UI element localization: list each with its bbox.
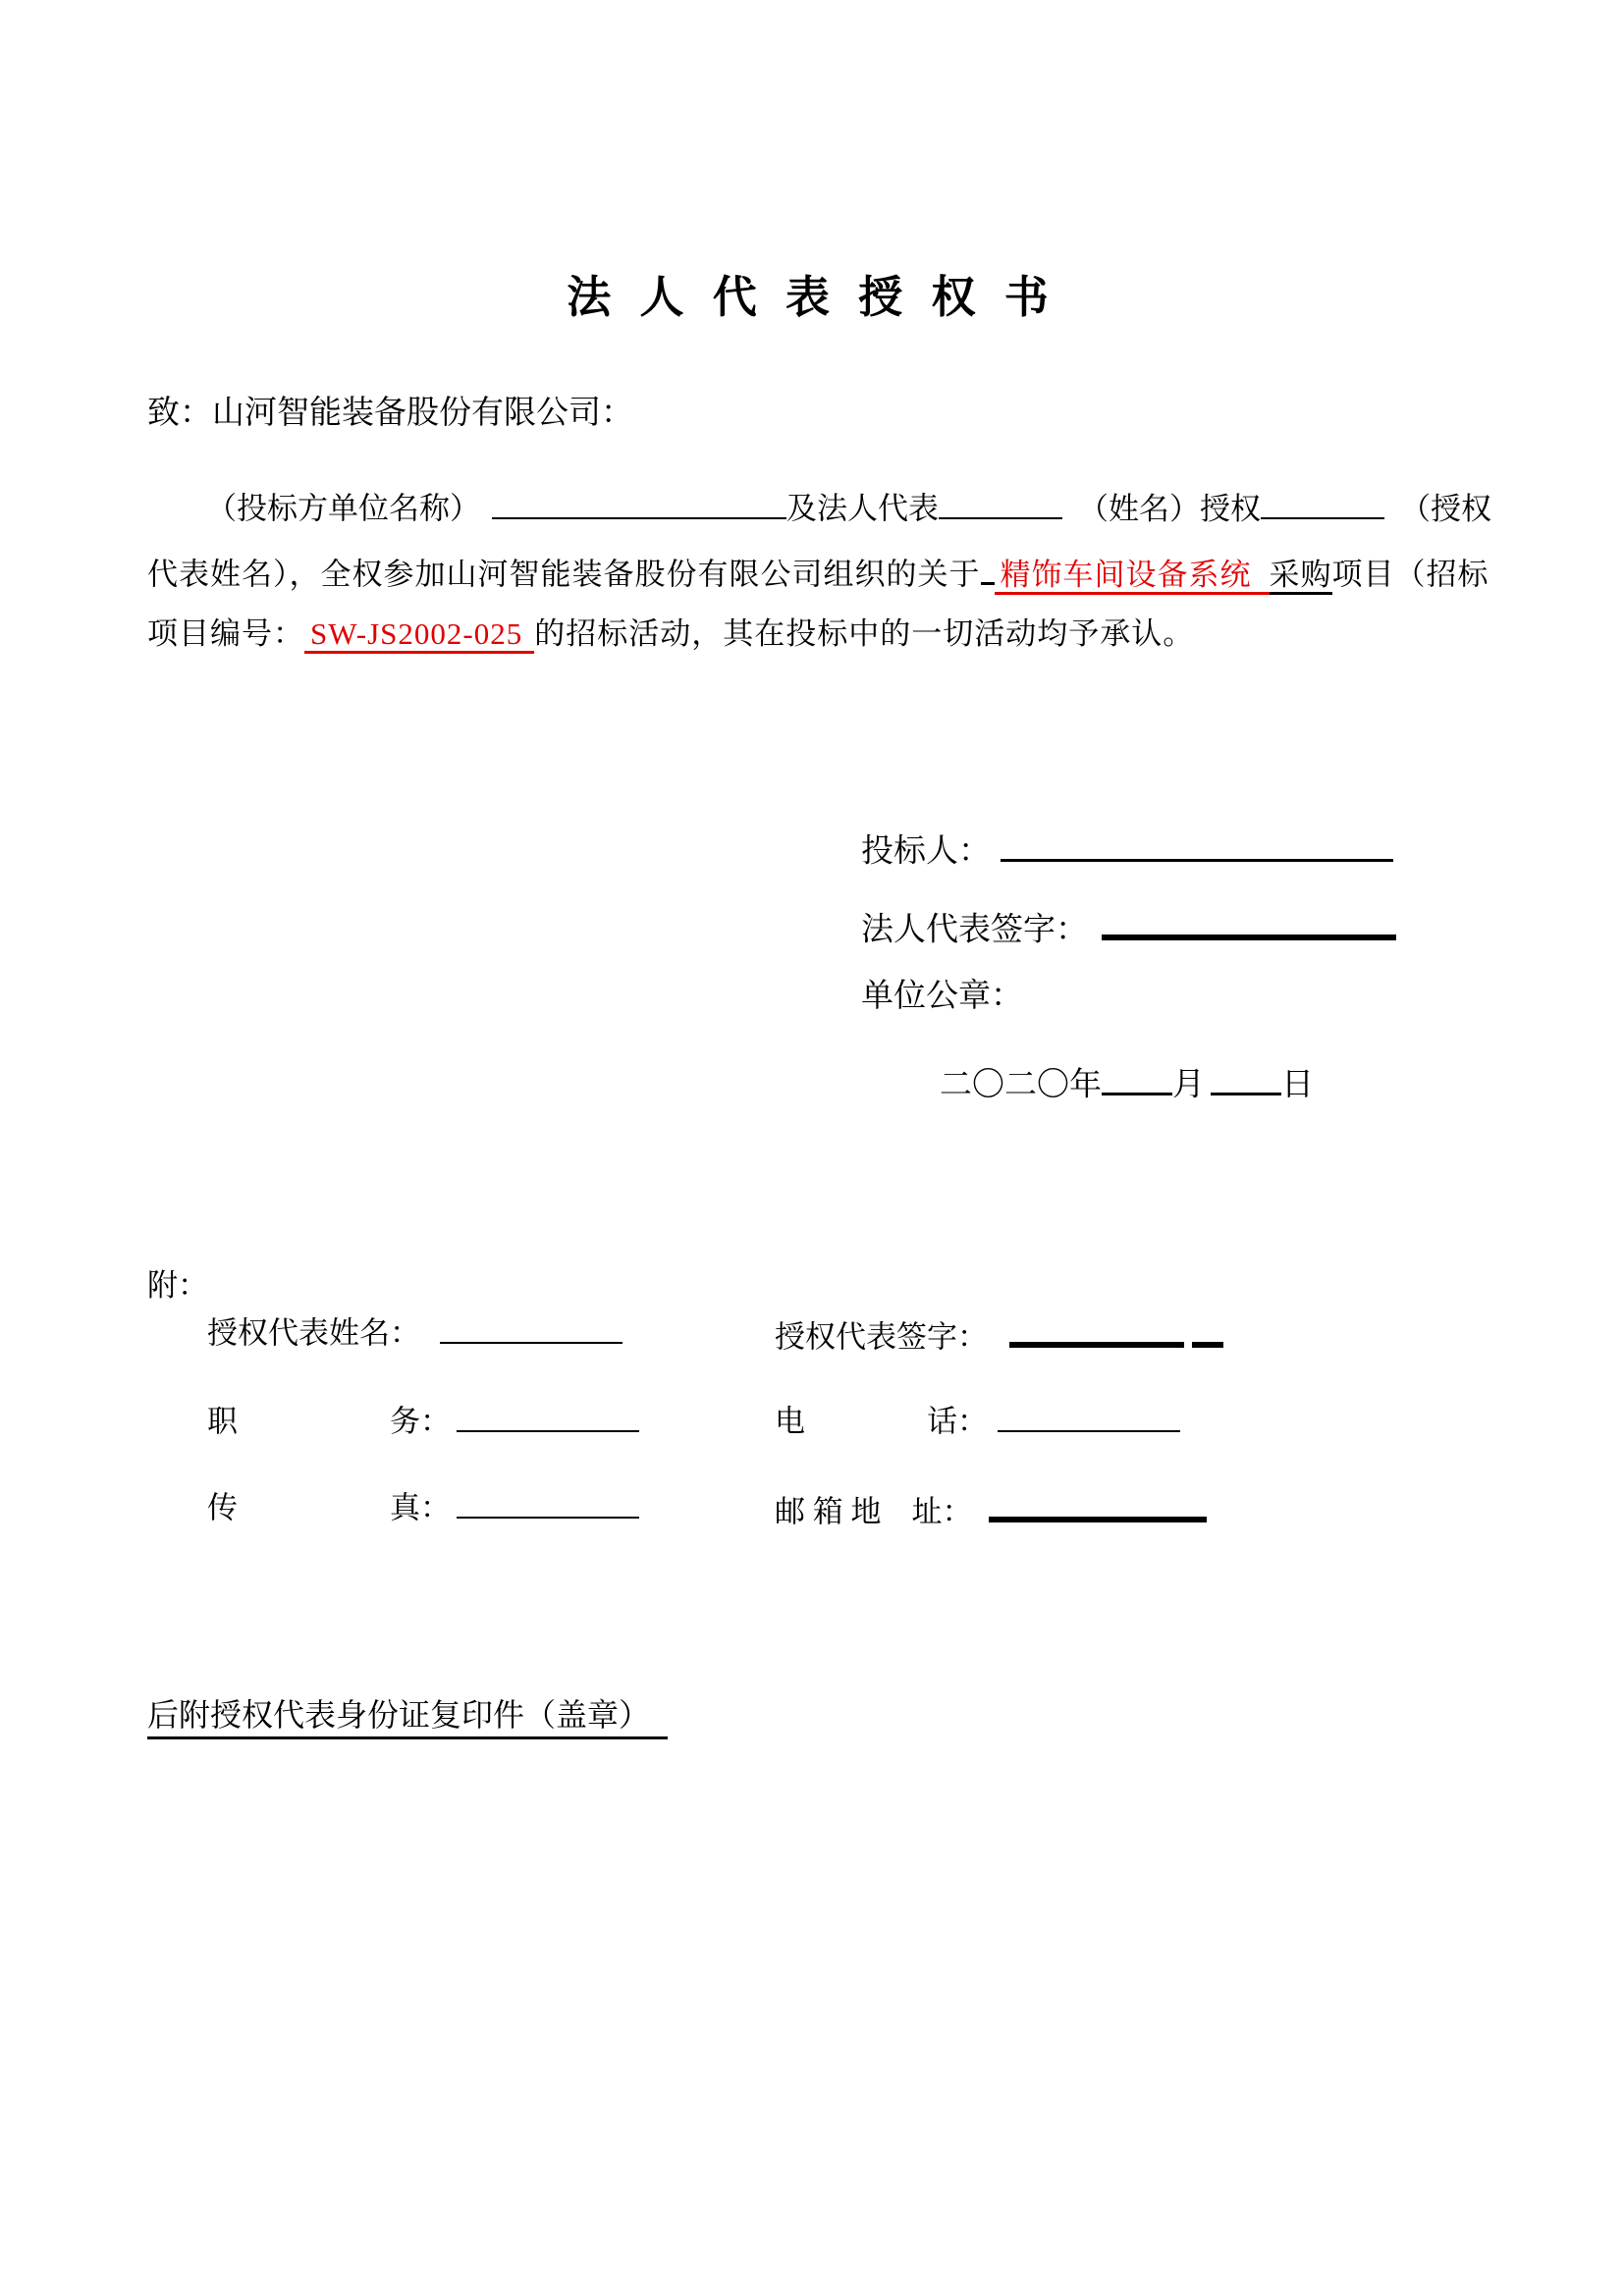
fax-label: 传 真： [207, 1490, 451, 1525]
blank-before-project-name [981, 550, 995, 585]
email-label: 邮 箱 地 址： [775, 1494, 973, 1529]
bidder-company-label: （投标方单位名称） [206, 491, 480, 526]
phone-row [775, 1398, 1180, 1442]
phone-label: 电 话： [775, 1404, 988, 1439]
project-name-text: 精饰车间设备系统 [995, 558, 1270, 595]
paragraph-line2-tail-text: 项目（招标 [1331, 557, 1489, 592]
paragraph-line3-tail-text: 的招标活动，其在投标中的一切活动均予承认。 [534, 616, 1195, 651]
rep-name-label: 授权代表姓名： [207, 1315, 420, 1351]
document-title: 法 人 代 表 授 权 书 [567, 273, 1057, 322]
company-seal-label: 单位公章： [861, 979, 1023, 1014]
date-line [940, 1058, 1314, 1107]
date-year-text: 二〇二〇年 [940, 1067, 1102, 1103]
blank-phone [998, 1398, 1180, 1432]
project-code-text: SW-JS2002-025 [304, 616, 534, 654]
fax-row [207, 1484, 639, 1528]
company-seal-row [861, 976, 1023, 1018]
rep-name-row [207, 1309, 623, 1354]
footer-note-row [147, 1690, 668, 1735]
attachment-heading: 附： [147, 1268, 208, 1303]
paragraph-line-3 [147, 614, 1194, 654]
paragraph-lead-text: 代表姓名），全权参加山河智能装备股份有限公司组织的关于 [147, 557, 981, 592]
blank-rep-signature [1009, 1309, 1184, 1348]
position-row [207, 1398, 639, 1442]
legal-rep-sign-label: 法人代表签字： [861, 912, 1088, 948]
blank-fax [457, 1484, 639, 1519]
date-month-label: 月 [1172, 1067, 1205, 1103]
date-day-label: 日 [1281, 1067, 1314, 1103]
blank-legal-rep-signature [1102, 900, 1396, 940]
blank-authorized-rep-name [1261, 485, 1384, 519]
blank-bidder-signature [1001, 825, 1393, 862]
procurement-text: 采购 [1270, 558, 1332, 595]
legal-rep-signature-row [861, 900, 1396, 952]
name-authorize-text: （姓名）授权 [1078, 491, 1261, 526]
blank-bidder-company-name [492, 485, 786, 519]
salutation: 致：山河智能装备股份有限公司： [147, 396, 633, 431]
rep-sign-label: 授权代表签字： [775, 1319, 988, 1355]
blank-position [457, 1398, 639, 1432]
and-legal-rep-text: 及法人代表 [786, 491, 939, 526]
position-label: 职 务： [207, 1404, 451, 1439]
blank-email [989, 1484, 1207, 1522]
blank-rep-signature-end [1192, 1309, 1223, 1348]
blank-date-month [1102, 1058, 1172, 1095]
rep-sign-row [775, 1309, 1223, 1358]
authorized-rep-open-text: （授权 [1400, 491, 1491, 526]
blank-rep-name [440, 1309, 623, 1344]
blank-date-day [1211, 1058, 1281, 1095]
project-code-label: 项目编号： [147, 616, 304, 651]
paragraph-line-2 [147, 550, 1489, 595]
footer-note-text: 后附授权代表身份证复印件（盖章） [147, 1697, 668, 1739]
paragraph-line-1 [206, 485, 1491, 529]
email-row [775, 1484, 1207, 1532]
bidder-label: 投标人： [861, 833, 991, 870]
blank-legal-rep-name [939, 485, 1062, 519]
bidder-signature-row [861, 825, 1393, 874]
